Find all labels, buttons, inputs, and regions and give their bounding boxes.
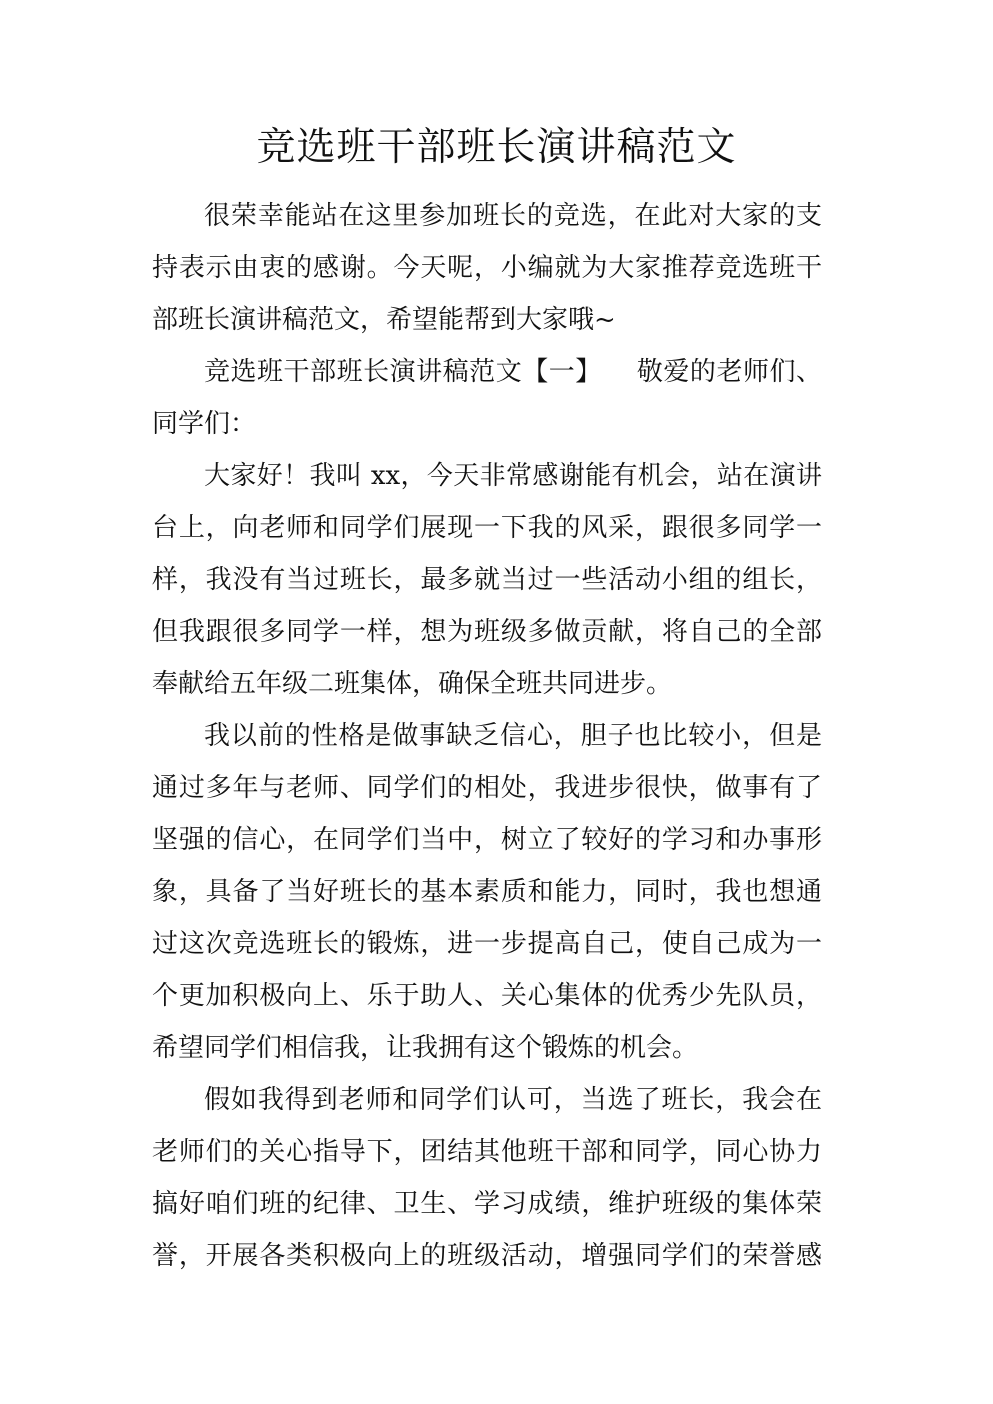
- paragraph-line: 持表示由衷的感谢。今天呢，小编就为大家推荐竞选班干: [152, 253, 822, 283]
- document-body: [152, 190, 822, 1282]
- paragraph-line: 样，我没有当过班长，最多就当过一些活动小组的组长，: [152, 565, 822, 595]
- paragraph-line: 同学们：: [152, 409, 257, 439]
- paragraph-line: 奉献给五年级二班集体，确保全班共同进步。: [152, 669, 673, 699]
- paragraph: [152, 450, 822, 710]
- paragraph-line: 大家好！我叫 xx，今天非常感谢能有机会，站在演讲: [204, 461, 822, 491]
- paragraph-line: 搞好咱们班的纪律、卫生、学习成绩，维护班级的集体荣: [152, 1189, 822, 1219]
- paragraph: [152, 190, 822, 346]
- paragraph-line: 我以前的性格是做事缺乏信心，胆子也比较小，但是: [204, 721, 822, 751]
- paragraph: [152, 346, 822, 450]
- paragraph-line: 誉，开展各类积极向上的班级活动，增强同学们的荣誉感: [152, 1241, 822, 1271]
- paragraph-line: 个更加积极向上、乐于助人、关心集体的优秀少先队员，: [152, 981, 822, 1011]
- paragraph-line: 通过多年与老师、同学们的相处，我进步很快，做事有了: [152, 773, 822, 803]
- document-title: 竞选班干部班长演讲稿范文: [256, 125, 737, 170]
- paragraph-line: 竞选班干部班长演讲稿范文【一】 敬爱的老师们、: [204, 357, 822, 387]
- paragraph-line: 老师们的关心指导下，团结其他班干部和同学，同心协力: [152, 1137, 822, 1167]
- paragraph-line: 过这次竞选班长的锻炼，进一步提高自己，使自己成为一: [152, 929, 822, 959]
- paragraph-line: 部班长演讲稿范文，希望能帮到大家哦~: [152, 305, 616, 335]
- paragraph-line: 象，具备了当好班长的基本素质和能力，同时，我也想通: [152, 877, 822, 907]
- paragraph-line: 但我跟很多同学一样，想为班级多做贡献，将自己的全部: [152, 617, 822, 647]
- paragraph-line: 很荣幸能站在这里参加班长的竞选，在此对大家的支: [204, 201, 822, 231]
- paragraph-line: 坚强的信心，在同学们当中，树立了较好的学习和办事形: [152, 825, 822, 855]
- paragraph-line: 台上，向老师和同学们展现一下我的风采，跟很多同学一: [152, 513, 822, 543]
- paragraph-line: 希望同学们相信我，让我拥有这个锻炼的机会。: [152, 1033, 699, 1063]
- paragraph: [152, 710, 822, 1074]
- paragraph-line: 假如我得到老师和同学们认可，当选了班长，我会在: [204, 1085, 822, 1115]
- paragraph: [152, 1074, 822, 1282]
